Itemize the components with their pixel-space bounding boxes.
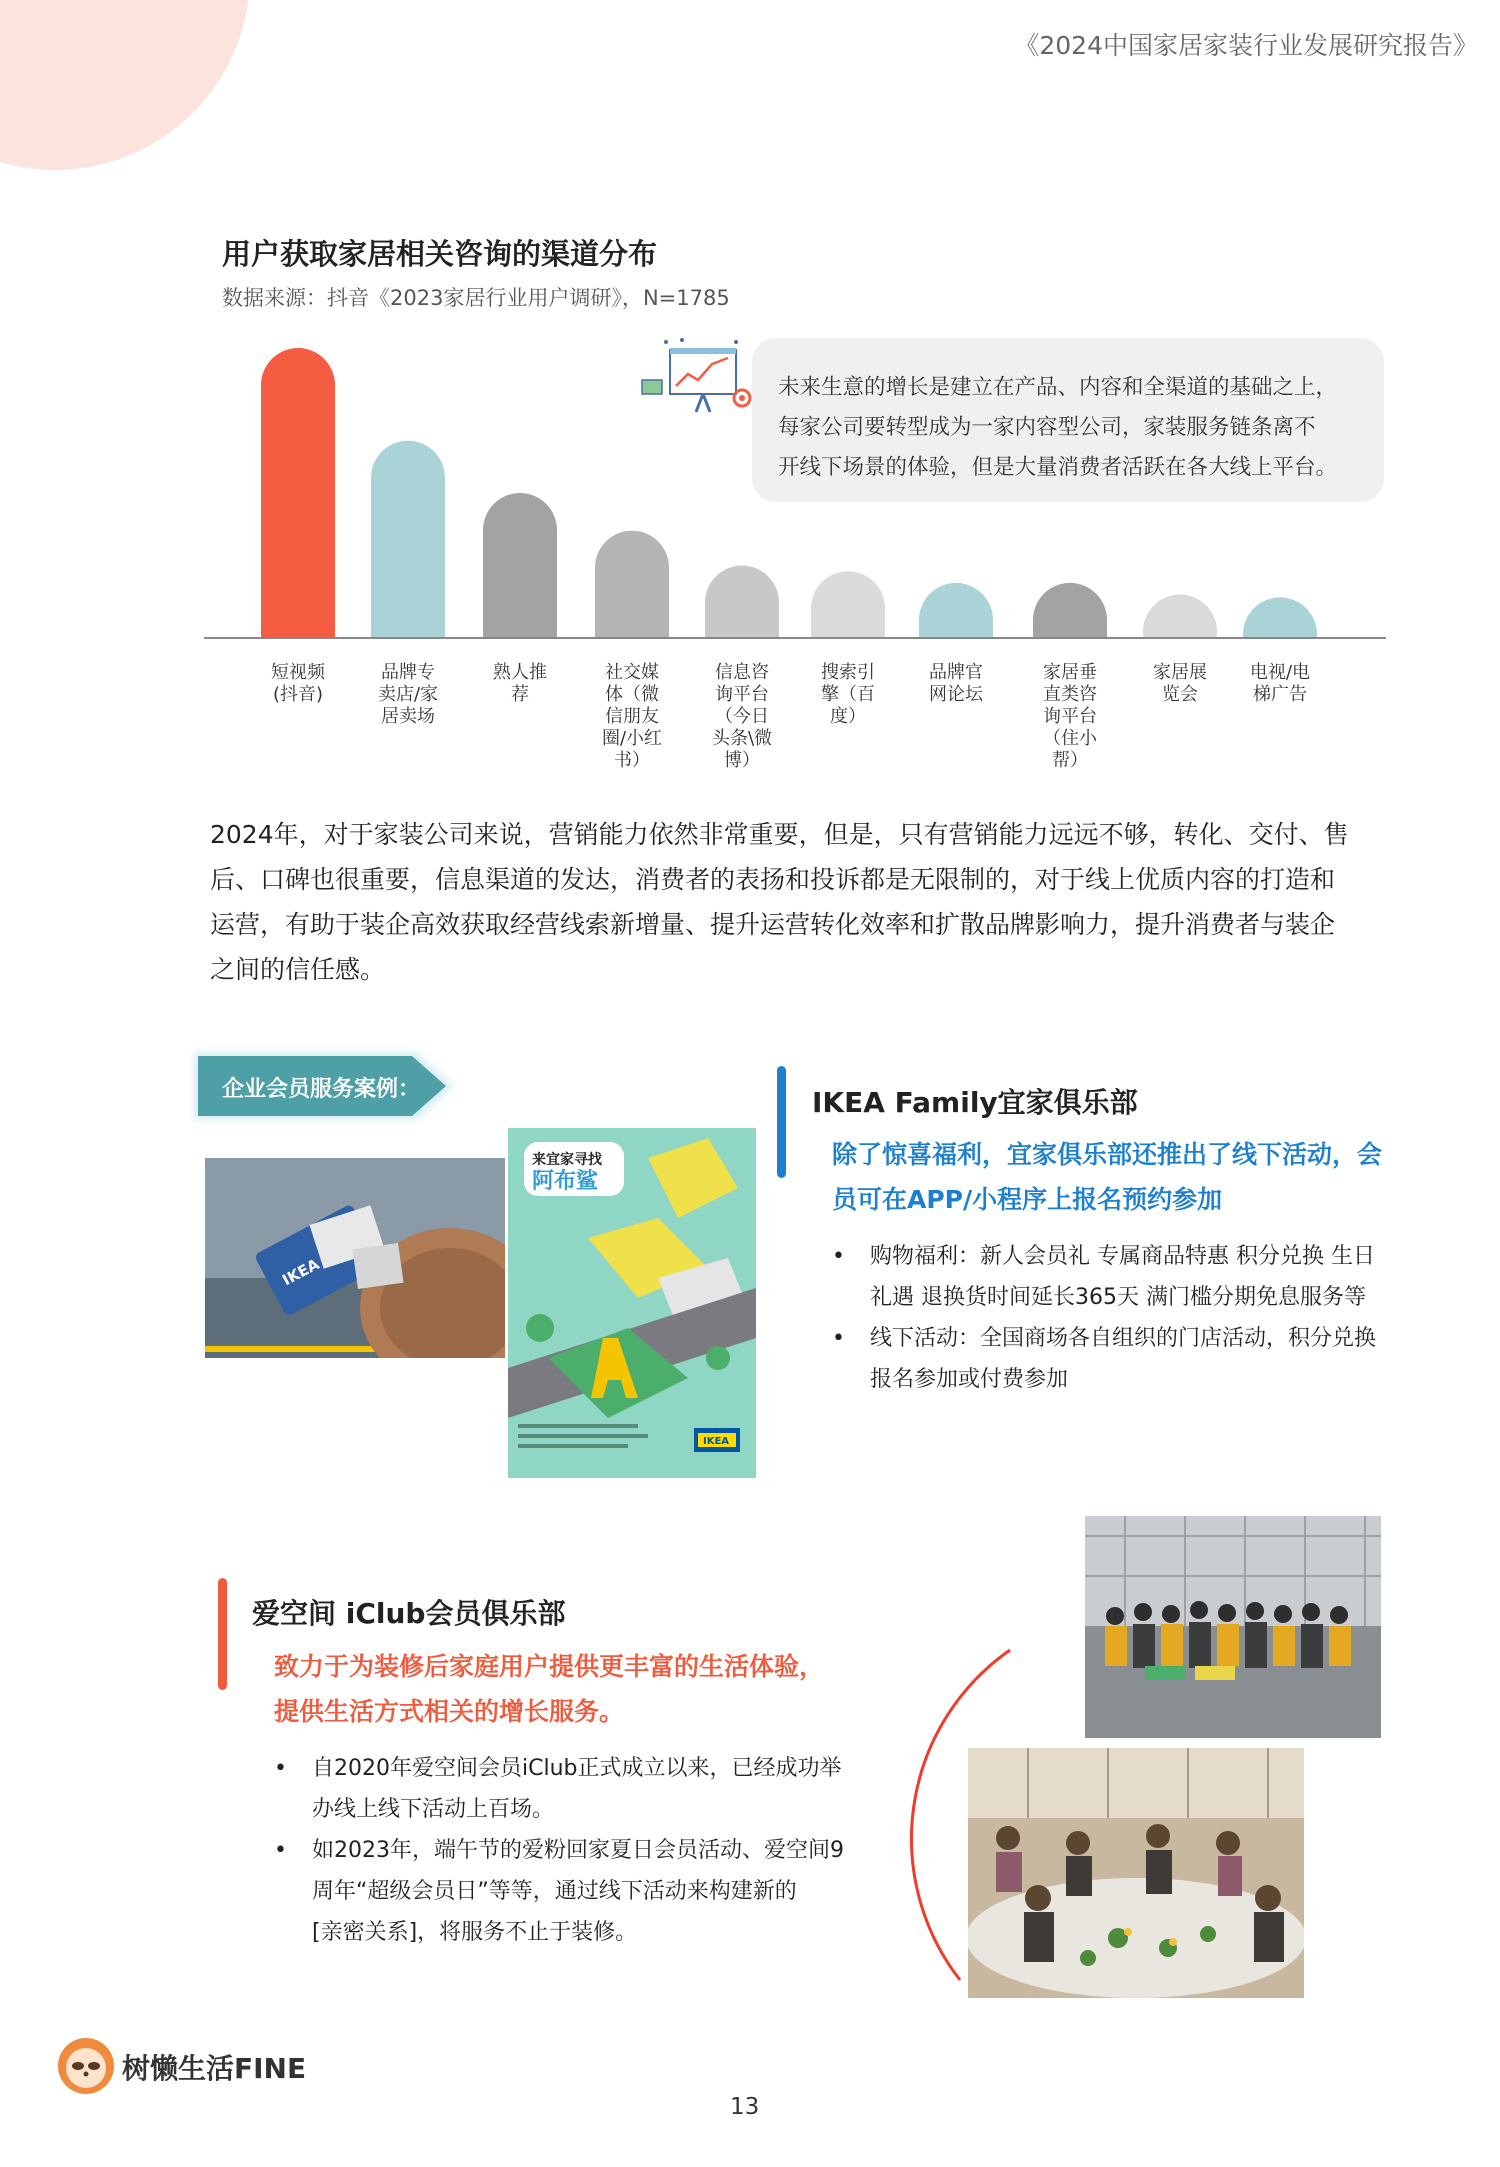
bullet-line: [亲密关系]，将服务不止于装修。 — [312, 1920, 638, 1945]
category-label: 搜索引擎（百度） — [821, 662, 875, 727]
bullet-line: • 自2020年爱空间会员iClub正式成立以来，已经成功举 — [312, 1756, 842, 1781]
poster-title: 来宜家寻找 — [532, 1152, 602, 1168]
body-paragraph — [210, 812, 1360, 992]
bar — [483, 493, 557, 638]
bar — [1143, 595, 1217, 639]
ikea-section-subtitle — [832, 1132, 1382, 1222]
list-item — [274, 1748, 874, 1830]
corner-decoration — [0, 0, 250, 170]
group-photo — [1085, 1516, 1381, 1738]
subtitle-line: 提供生活方式相关的增长服务。 — [274, 1697, 625, 1726]
quote-line: 未来生意的增长是建立在产品、内容和全渠道的基础之上， — [778, 375, 1338, 400]
category-label: 熟人推荐 — [493, 662, 547, 705]
iclub-bullets — [274, 1748, 874, 1953]
iclub-accent-bar — [218, 1578, 227, 1690]
category-label: 社交媒体（微信朋友圈/小红书） — [601, 662, 663, 771]
bar — [1243, 597, 1317, 638]
ikea-section-title: IKEA Family宜家俱乐部 — [812, 1086, 1138, 1119]
quote-line: 每家公司要转型成为一家内容型公司，家装服务链条离不 — [778, 415, 1316, 440]
ikea-family-card-photo — [205, 1158, 505, 1358]
iclub-section-title: 爱空间 iClub会员俱乐部 — [252, 1597, 566, 1630]
list-item — [832, 1236, 1412, 1318]
case-banner-label: 企业会员服务案例： — [222, 1077, 421, 1102]
workshop-photo — [968, 1748, 1304, 1998]
category-label: 家居展览会 — [1153, 662, 1207, 705]
subtitle-line: 员可在APP/小程序上报名预约参加 — [832, 1185, 1223, 1214]
paragraph-line: 运营，有助于装企高效获取经营线索新增量、提升运营转化效率和扩散品牌影响力，提升消费者与装企 — [210, 910, 1336, 939]
bar — [1033, 583, 1107, 638]
presentation-board-icon — [640, 336, 752, 414]
paragraph-line: 2024年，对于家装公司来说，营销能力依然非常重要，但是，只有营销能力远远不够，转化、交付、售 — [210, 820, 1349, 849]
list-item — [274, 1830, 874, 1953]
bar — [371, 441, 445, 638]
category-label: 家居垂直类咨询平台（住小帮） — [1043, 662, 1097, 771]
brand-name: 树懒生活FINE — [122, 2052, 307, 2085]
brand-logo — [56, 2030, 356, 2100]
ikea-accent-bar — [777, 1066, 786, 1178]
bar — [919, 583, 993, 638]
bar — [595, 531, 669, 638]
poster-big-title: 阿布鲨 — [532, 1169, 599, 1194]
category-label: 电视/电梯广告 — [1249, 662, 1311, 705]
bullet-line: • 如2023年，端午节的爱粉回家夏日会员活动、爱空间9 — [312, 1838, 844, 1863]
bullet-line: 礼遇 退换货时间延长365天 满门槛分期免息服务等 — [870, 1285, 1366, 1310]
page-number: 13 — [730, 2094, 760, 2120]
subtitle-line: 致力于为装修后家庭用户提供更丰富的生活体验， — [274, 1652, 825, 1681]
iclub-section-subtitle — [274, 1644, 824, 1734]
subtitle-line: 除了惊喜福利，宜家俱乐部还推出了线下活动，会 — [832, 1140, 1383, 1169]
bullet-line: 周年“超级会员日”等等，通过线下活动来构建新的 — [312, 1879, 797, 1904]
bullet-line: 报名参加或付费参加 — [870, 1367, 1069, 1392]
ikea-bullets — [832, 1236, 1412, 1400]
quote-line: 开线下场景的体验，但是大量消费者活跃在各大线上平台。 — [778, 455, 1338, 480]
category-label: 品牌专卖店/家居卖场 — [377, 662, 439, 727]
category-label: 信息咨询平台（今日头条\微博） — [711, 662, 773, 771]
category-label: 短视频(抖音) — [271, 662, 325, 705]
bullet-line: • 线下活动：全国商场各自组织的门店活动，积分兑换 — [870, 1326, 1377, 1351]
bar — [261, 348, 335, 638]
bullet-line: • 购物福利：新人会员礼 专属商品特惠 积分兑换 生日 — [870, 1244, 1375, 1269]
report-title: 《2024中国家居家装行业发展研究报告》 — [1014, 31, 1478, 60]
bar — [705, 566, 779, 639]
chart-source: 数据来源：抖音《2023家居行业用户调研》，N=1785 — [222, 286, 730, 310]
bullet-line: 办线上线下活动上百场。 — [312, 1797, 555, 1822]
bar — [811, 571, 885, 638]
ikea-card-text: IKEA — [279, 1255, 323, 1290]
list-item — [832, 1318, 1412, 1400]
ikea-poster — [508, 1128, 756, 1478]
quote-box — [752, 338, 1384, 502]
poster-ikea-logo: IKEA — [703, 1436, 730, 1447]
chart-title: 用户获取家居相关咨询的渠道分布 — [222, 237, 658, 271]
paragraph-line: 后、口碑也很重要，信息渠道的发达，消费者的表扬和投诉都是无限制的，对于线上优质内容的打造和 — [210, 865, 1336, 894]
category-label: 品牌官网论坛 — [929, 662, 983, 705]
paragraph-line: 之间的信任感。 — [210, 955, 386, 984]
